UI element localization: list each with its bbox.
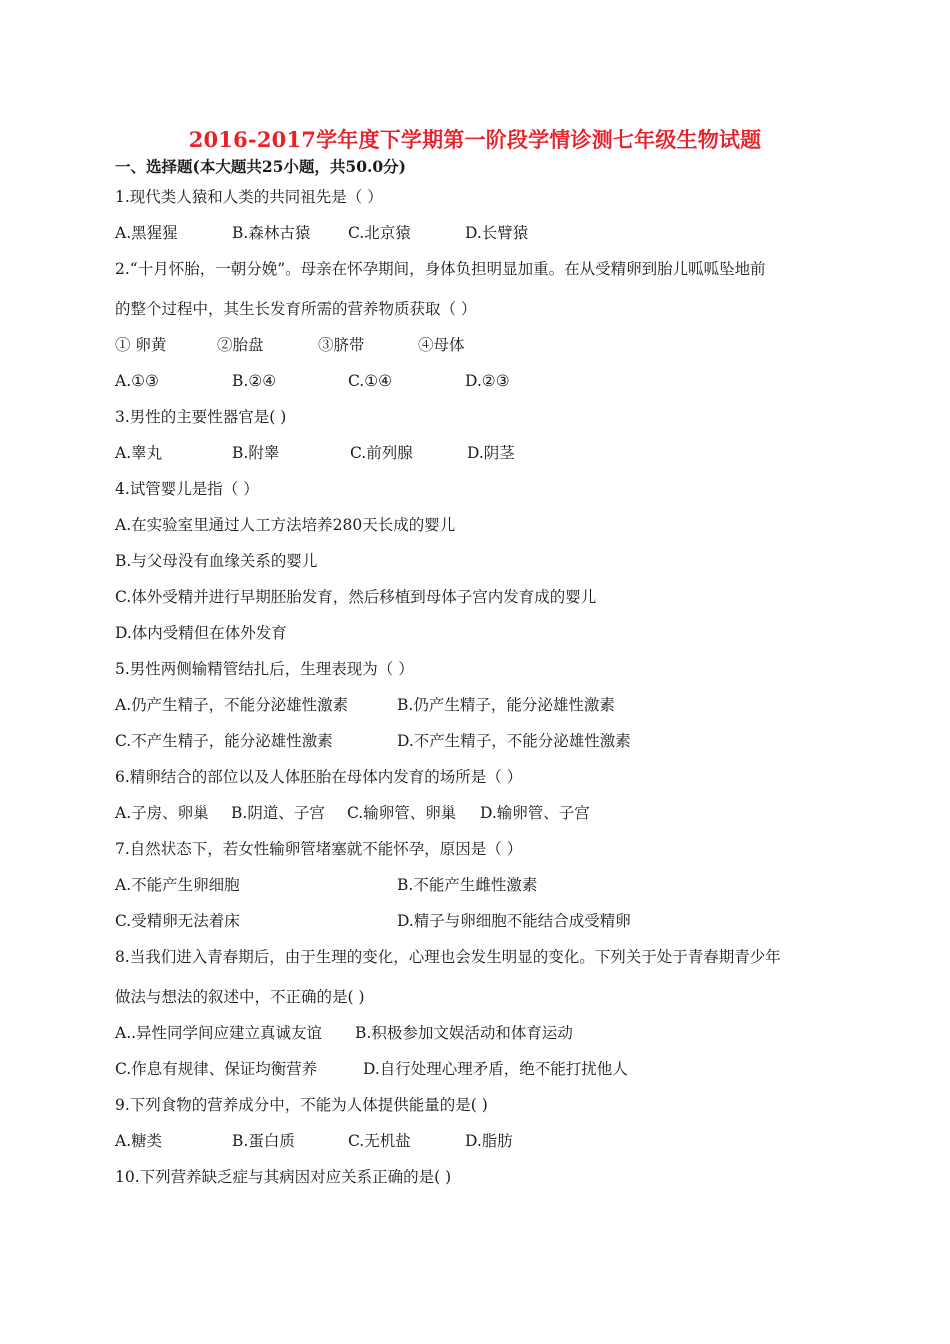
question-stem: 3.男性的主要性器官是( ) [115, 408, 287, 426]
option-b: B.不能产生雌性激素 [397, 876, 538, 894]
option-d: D.输卵管、子宫 [480, 804, 590, 822]
option-c: C.无机盐 [348, 1132, 411, 1150]
option-c: C.①④ [348, 372, 393, 390]
option-a: A.子房、卵巢 [115, 804, 209, 822]
option-b: B.与父母没有血缘关系的婴儿 [115, 552, 318, 570]
option-c: C.体外受精并进行早期胚胎发育，然后移植到母体子宫内发育成的婴儿 [115, 588, 597, 606]
question-stem: 2.“十月怀胎，一朝分娩”。母亲在怀孕期间，身体负担明显加重。在从受精卵到胎儿呱呱坠地前 [115, 260, 766, 278]
option-c: C.不产生精子，能分泌雄性激素 [115, 732, 333, 750]
option-a: A.不能产生卵细胞 [115, 876, 240, 894]
option-a: A.在实验室里通过人工方法培养280天长成的婴儿 [115, 516, 456, 534]
option-d: D.不产生精子，不能分泌雄性激素 [397, 732, 631, 750]
option-b: B.阴道、子宫 [231, 804, 325, 822]
option-a: A..异性同学间应建立真诚友谊 [115, 1024, 323, 1042]
option-b: B.积极参加文娱活动和体育运动 [355, 1024, 573, 1042]
option-d: D.②③ [465, 372, 510, 390]
option-a: A.黑猩猩 [115, 224, 178, 242]
question-stem-continued: 的整个过程中，其生长发育所需的营养物质获取（ ） [115, 300, 477, 318]
option-b: B.附睾 [232, 444, 280, 462]
item-4: ④母体 [418, 336, 465, 354]
option-d: D.体内受精但在体外发育 [115, 624, 287, 642]
item-2: ②胎盘 [217, 336, 264, 354]
question-stem: 8.当我们进入青春期后，由于生理的变化，心理也会发生明显的变化。下列关于处于青春期青少年 [115, 948, 781, 966]
option-d: D.自行处理心理矛盾，绝不能打扰他人 [363, 1060, 628, 1078]
option-c: C.受精卵无法着床 [115, 912, 240, 930]
question-stem: 5.男性两侧输精管结扎后，生理表现为（ ） [115, 660, 414, 678]
option-b: B.蛋白质 [232, 1132, 295, 1150]
option-c: C.北京猿 [348, 224, 411, 242]
option-d: D.脂肪 [465, 1132, 513, 1150]
option-a: A.糖类 [115, 1132, 163, 1150]
question-stem: 9.下列食物的营养成分中，不能为人体提供能量的是( ) [115, 1096, 488, 1114]
question-stem: 6.精卵结合的部位以及人体胚胎在母体内发育的场所是（ ） [115, 768, 523, 786]
page-title: 2016-2017学年度下学期第一阶段学情诊测七年级生物试题 [188, 127, 762, 152]
question-stem: 10.下列营养缺乏症与其病因对应关系正确的是( ) [115, 1168, 452, 1186]
item-1: ① 卵黄 [115, 336, 167, 354]
option-a: A.睾丸 [115, 444, 163, 462]
option-d: D.阴茎 [467, 444, 515, 462]
item-3: ③脐带 [318, 336, 365, 354]
option-d: D.精子与卵细胞不能结合成受精卵 [397, 912, 631, 930]
option-a: A.①③ [115, 372, 159, 390]
option-b: B.森林古猿 [232, 224, 311, 242]
option-b: B.仍产生精子，能分泌雄性激素 [397, 696, 615, 714]
option-c: C.输卵管、卵巢 [347, 804, 457, 822]
question-stem-continued: 做法与想法的叙述中，不正确的是( ) [115, 988, 365, 1006]
option-c: C.作息有规律、保证均衡营养 [115, 1060, 318, 1078]
option-c: C.前列腺 [350, 444, 413, 462]
option-d: D.长臂猿 [465, 224, 529, 242]
question-stem: 7.自然状态下，若女性输卵管堵塞就不能怀孕，原因是（ ） [115, 840, 523, 858]
option-b: B.②④ [232, 372, 277, 390]
question-stem: 1.现代类人猿和人类的共同祖先是（ ） [115, 188, 383, 206]
question-stem: 4.试管婴儿是指（ ） [115, 480, 259, 498]
section-heading: 一、选择题(本大题共25小题，共50.0分) [115, 157, 406, 176]
option-a: A.仍产生精子，不能分泌雄性激素 [115, 696, 349, 714]
